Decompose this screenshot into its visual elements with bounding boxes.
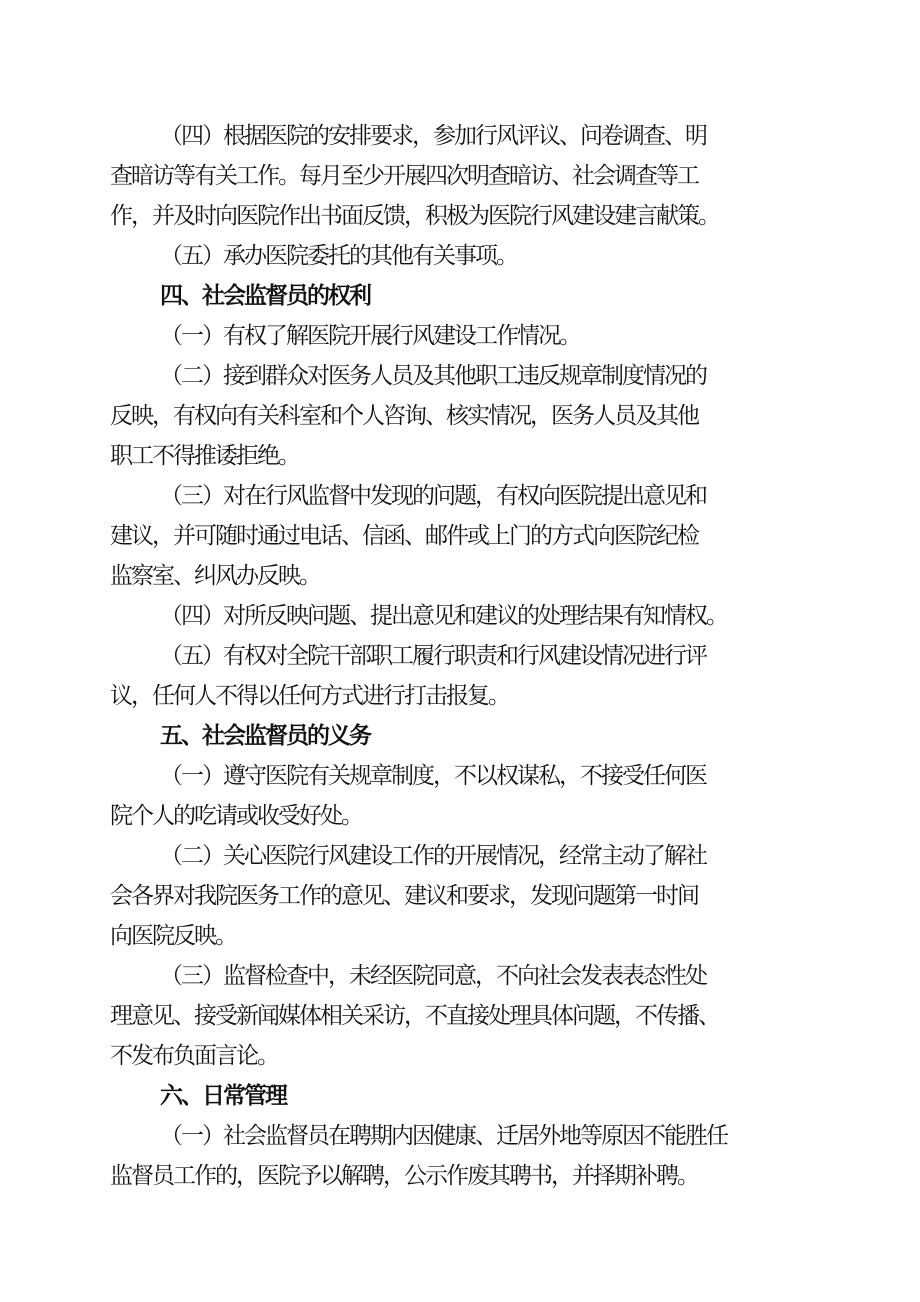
paragraph-line: 向医院反映。 bbox=[110, 923, 236, 949]
paragraph-line: （一）遵守医院有关规章制度，不以权谋私，不接受任何医 bbox=[160, 763, 706, 789]
paragraph-line: 查暗访等有关工作。每月至少开展四次明查暗访、社会调查等工 bbox=[110, 163, 698, 189]
paragraph-line: 院个人的吃请或收受好处。 bbox=[110, 803, 362, 829]
paragraph-line: （四）根据医院的安排要求，参加行风评议、问卷调查、明 bbox=[160, 123, 706, 149]
section-heading: 五、社会监督员的义务 bbox=[160, 723, 370, 749]
paragraph-line: （三）监督检查中，未经医院同意，不向社会发表表态性处 bbox=[160, 963, 706, 989]
paragraph-line: （一）有权了解医院开展行风建设工作情况。 bbox=[160, 323, 580, 349]
paragraph-line: （一）社会监督员在聘期内因健康、迁居外地等原因不能胜任 bbox=[160, 1123, 727, 1149]
paragraph-line: （二）关心医院行风建设工作的开展情况，经常主动了解社 bbox=[160, 843, 706, 869]
paragraph-line: 会各界对我院医务工作的意见、建议和要求，发现问题第一时间 bbox=[110, 883, 698, 909]
paragraph-line: 作，并及时向医院作出书面反馈，积极为医院行风建设建言献策。 bbox=[110, 203, 719, 229]
section-heading: 四、社会监督员的权利 bbox=[160, 283, 370, 309]
paragraph-line: （五）承办医院委托的其他有关事项。 bbox=[160, 243, 517, 269]
paragraph-line: 不发布负面言论。 bbox=[110, 1043, 278, 1069]
paragraph-line: 反映，有权向有关科室和个人咨询、核实情况，医务人员及其他 bbox=[110, 403, 698, 429]
paragraph-line: 议，任何人不得以任何方式进行打击报复。 bbox=[110, 683, 509, 709]
paragraph-line: 职工不得推诿拒绝。 bbox=[110, 443, 299, 469]
paragraph-line: 理意见、接受新闻媒体相关采访，不直接处理具体问题，不传播、 bbox=[110, 1003, 719, 1029]
section-heading: 六、日常管理 bbox=[160, 1083, 286, 1109]
paragraph-line: （四）对所反映问题、提出意见和建议的处理结果有知情权。 bbox=[160, 603, 727, 629]
paragraph-line: 监督员工作的，医院予以解聘，公示作废其聘书，并择期补聘。 bbox=[110, 1163, 698, 1189]
paragraph-line: （二）接到群众对医务人员及其他职工违反规章制度情况的 bbox=[160, 363, 706, 389]
paragraph-line: 监察室、纠风办反映。 bbox=[110, 563, 320, 589]
paragraph-line: 建议，并可随时通过电话、信函、邮件或上门的方式向医院纪检 bbox=[110, 523, 698, 549]
paragraph-line: （三）对在行风监督中发现的问题，有权向医院提出意见和 bbox=[160, 483, 706, 509]
paragraph-line: （五）有权对全院干部职工履行职责和行风建设情况进行评 bbox=[160, 643, 706, 669]
